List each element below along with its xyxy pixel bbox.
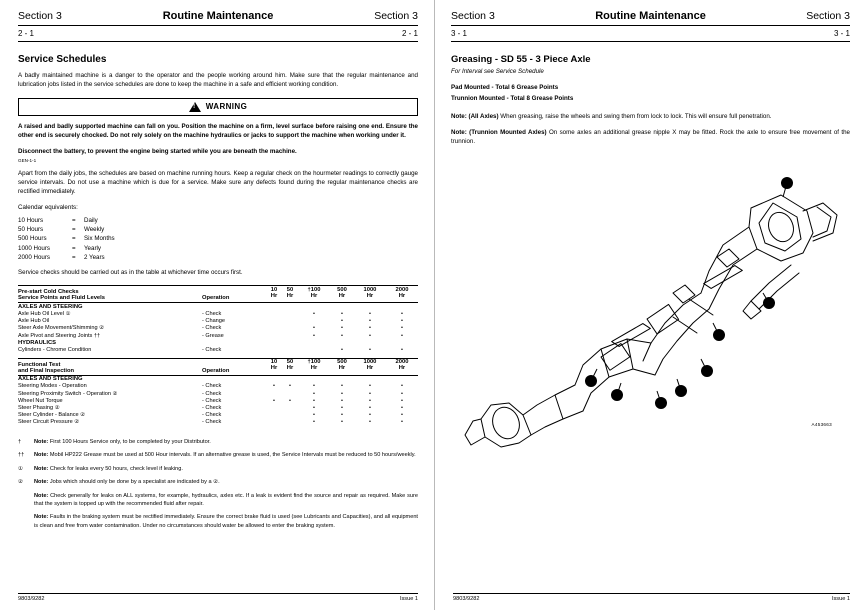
calendar-row	[18, 225, 418, 234]
mark-50	[282, 390, 298, 397]
mark-500: •	[341, 325, 343, 332]
interval-header-500: 500 Hr	[330, 358, 354, 375]
mark-10	[266, 346, 282, 353]
footnote	[18, 465, 418, 473]
row-label: Steer Axle Movement/Shimming ②	[18, 325, 105, 332]
right-page	[434, 0, 868, 610]
subheader-rule	[18, 41, 418, 42]
mark-1000: •	[368, 390, 371, 397]
mark-50	[282, 332, 298, 339]
row-operation: - Check	[202, 419, 222, 426]
right-page-header	[451, 10, 850, 22]
mark-1000: •	[368, 419, 371, 426]
right-page-subheader	[451, 29, 850, 38]
row-operation: - Check	[202, 311, 222, 318]
mark-500: •	[341, 404, 343, 411]
mark-100: •	[313, 419, 315, 426]
calendar-hours: 50 Hours	[18, 226, 44, 234]
mark-10	[266, 412, 282, 419]
table-row	[18, 332, 418, 339]
header-rule	[18, 25, 418, 26]
row-label: Axle Hub Oil	[18, 318, 50, 325]
footnote-marker: ②	[18, 479, 24, 486]
group-title: AXLES AND STEERING	[18, 303, 83, 310]
mark-50	[282, 318, 298, 325]
table-row	[18, 390, 418, 397]
table1-title-line1: Pre-start Cold Checks	[18, 289, 79, 296]
group-title: AXLES AND STEERING	[18, 376, 83, 383]
mark-50: •	[289, 383, 291, 390]
footnote-marker: ††	[18, 452, 25, 459]
row-operation: - Check	[202, 325, 222, 332]
calendar-eq: =	[72, 244, 76, 252]
table-row	[18, 419, 418, 426]
service-checks-note: Service checks should be carried out as in the table at whichever time occurs first.	[18, 269, 243, 277]
interval-header-500: 500 Hr	[330, 286, 354, 303]
footnote-text: Jobs which should only be done by a specialist are indicated by a ②.	[49, 479, 220, 486]
mark-100: •	[313, 332, 315, 339]
footnote-label: Note:	[34, 465, 49, 472]
figure-code: A453663	[811, 422, 832, 428]
footnote-label: Note:	[34, 479, 49, 486]
subheader-left-page-number: 2 - 1	[18, 29, 35, 38]
mark-2000: •	[401, 404, 403, 411]
table-header-row	[18, 286, 418, 303]
grease-points-trunnion: Trunnion Mounted - Total 8 Grease Points	[451, 95, 574, 103]
interval-header-50: 50 Hr	[282, 286, 298, 303]
row-label: Steer Phasing ②	[18, 404, 60, 411]
footnote-label: Note:	[34, 452, 49, 459]
interval-header-10: 10 Hr	[266, 358, 282, 375]
axle-figure	[451, 153, 850, 453]
table-header-row	[18, 358, 418, 375]
table-row	[18, 397, 418, 404]
mark-500: •	[341, 412, 343, 419]
note-all-axles-label: Note: (All Axles)	[451, 112, 499, 120]
table-row	[18, 404, 418, 411]
footer-issue: Issue 1	[831, 596, 850, 602]
mark-100: •	[313, 325, 315, 332]
row-operation: - Check	[202, 397, 222, 404]
footnote	[18, 513, 418, 530]
subheader-right-page-number: 2 - 1	[401, 29, 418, 38]
row-operation: - Change	[202, 318, 226, 325]
mark-50: •	[289, 397, 291, 404]
mark-2000: •	[401, 412, 403, 419]
mark-2000: •	[401, 318, 403, 325]
footnote	[18, 451, 418, 459]
page-subtitle: For Interval see Service Schedule	[451, 68, 544, 75]
row-label: Wheel Nut Torque	[18, 397, 63, 404]
mark-500: •	[341, 311, 343, 318]
intro-paragraph: A badly maintained machine is a danger to the operator and the people working around him. Make sure that the regular maintenance and lubrication jobs listed in the service schedules are done to keep the machine in a safe and efficient working condition.	[18, 72, 418, 88]
row-label: Steering Proximity Switch - Operation ②	[18, 390, 118, 397]
footnote-text: Check generally for leaks on ALL systems, for example, hydraulics, axles etc. If a leak is evident find the source and repair as required. Make sure that the system is topped up with the recommended fluid after repair.	[34, 492, 418, 507]
mark-500: •	[341, 397, 343, 404]
mark-50	[282, 419, 298, 426]
left-page-header	[18, 10, 418, 22]
mark-1000: •	[368, 318, 371, 325]
row-label: Steer Circuit Pressure ②	[18, 419, 80, 426]
warning-triangle-icon	[189, 102, 201, 112]
disconnect-battery-text: Disconnect the battery, to prevent the engine being started while you are beneath the machine.	[18, 147, 297, 155]
calendar-eq: =	[72, 216, 76, 224]
calendar-hours: 1000 Hours	[18, 244, 50, 252]
mark-2000: •	[401, 397, 403, 404]
footnote-text: First 100 Hours Service only, to be completed by your Distributor.	[49, 438, 211, 445]
row-label: Cylinders - Chrome Condition	[18, 347, 92, 354]
table-row	[18, 325, 418, 332]
interval-header-1000: 1000 Hr	[354, 358, 386, 375]
mark-50	[282, 404, 298, 411]
header-left-section: Section 3	[451, 10, 495, 22]
calendar-hours: 10 Hours	[18, 216, 44, 224]
note-trunnion-axles-text: On some axles an additional grease nipple X may be fitted. Rock the axle to ensure free movement of the trunnion.	[451, 128, 850, 146]
footnotes	[18, 438, 418, 530]
calendar-period: Six Months	[84, 235, 115, 243]
mark-1000: •	[368, 412, 371, 419]
table-group-row	[18, 303, 418, 311]
row-label: Axle Pivot and Steering Joints ††	[18, 332, 101, 339]
footer-document-number: 9803/9282	[18, 596, 45, 602]
table-row	[18, 318, 418, 325]
row-operation: - Check	[202, 412, 222, 419]
disconnect-code: GEN-1-1	[18, 157, 37, 163]
header-title: Routine Maintenance	[162, 10, 274, 22]
calendar-row	[18, 234, 418, 243]
functional-test-table	[18, 358, 418, 426]
footnote-label: Note:	[34, 514, 49, 521]
calendar-eq: =	[72, 254, 76, 262]
header-right-section: Section 3	[806, 10, 850, 22]
interval-header-2000: 2000 Hr	[386, 286, 418, 303]
row-operation: - Check	[202, 347, 222, 354]
calendar-equivalents	[18, 216, 418, 262]
footnote-marker: ①	[18, 465, 24, 472]
page-title: Service Schedules	[18, 54, 107, 65]
mark-500: •	[341, 419, 343, 426]
mark-2000: •	[401, 383, 403, 390]
subheader-rule	[451, 41, 850, 42]
mark-10	[266, 419, 282, 426]
note-trunnion-axles-label: Note: (Trunnion Mounted Axles)	[451, 128, 547, 136]
mark-100: •	[313, 404, 315, 411]
interval-header-10: 10 Hr	[266, 286, 282, 303]
mark-50	[282, 412, 298, 419]
group-title: HYDRAULICS	[18, 339, 57, 346]
mark-100	[298, 318, 330, 325]
footnote	[18, 492, 418, 509]
right-page-footer	[453, 593, 850, 602]
footnote	[18, 478, 418, 486]
header-rule	[451, 25, 850, 26]
mark-100: •	[313, 390, 315, 397]
mark-1000: •	[368, 311, 371, 318]
footer-issue: Issue 1	[399, 596, 418, 602]
warning-label: WARNING	[205, 102, 248, 112]
table-group-row	[18, 375, 418, 383]
mark-50	[282, 346, 298, 353]
mark-10	[266, 311, 282, 318]
mark-500: •	[341, 332, 343, 339]
calendar-period: Weekly	[84, 226, 105, 234]
interval-header-100: †100 Hr	[298, 358, 330, 375]
mark-10	[266, 390, 282, 397]
mark-10: •	[273, 397, 275, 404]
mark-2000: •	[401, 347, 403, 354]
mark-2000: •	[401, 332, 403, 339]
mark-1000: •	[368, 383, 371, 390]
table-group-row	[18, 339, 418, 346]
mark-100	[298, 346, 330, 353]
calendar-row	[18, 244, 418, 253]
pre-start-checks-table	[18, 285, 418, 353]
mark-100: •	[313, 311, 315, 318]
calendar-period: 2 Years	[84, 254, 105, 262]
mark-10: •	[273, 383, 275, 390]
calendar-hours: 2000 Hours	[18, 254, 50, 262]
table2-title-line2: and Final Inspection	[18, 367, 75, 374]
mark-2000: •	[401, 311, 403, 318]
footer-document-number: 9803/9282	[453, 596, 480, 602]
row-operation: - Grease	[202, 332, 224, 339]
note-all-axles-text: When greasing, raise the wheels and swing them from lock to lock. This will ensure full penetration.	[500, 112, 772, 120]
grease-points-pad: Pad Mounted - Total 6 Grease Points	[451, 84, 559, 91]
mark-10	[266, 318, 282, 325]
table2-title-line1: Functional Test	[18, 361, 61, 368]
left-page-footer	[18, 593, 418, 602]
note-trunnion-axles	[451, 128, 850, 147]
warning-box	[18, 98, 418, 116]
header-left-section: Section 3	[18, 10, 62, 22]
mark-50	[282, 325, 298, 332]
note-all-axles	[451, 112, 850, 121]
subheader-right-page-number: 3 - 1	[833, 29, 850, 38]
mark-100: •	[313, 397, 315, 404]
calendar-row	[18, 253, 418, 262]
calendar-period: Daily	[84, 216, 98, 224]
table1-title-line2: Service Points and Fluid Levels	[18, 295, 105, 302]
calendar-hours: 500 Hours	[18, 235, 47, 243]
mark-1000: •	[368, 325, 371, 332]
mark-500: •	[341, 347, 343, 354]
table-row	[18, 383, 418, 390]
table-row	[18, 412, 418, 419]
row-operation: - Check	[202, 383, 222, 390]
footnote-text: Faults in the braking system must be rectified immediately. Ensure the correct brake fluid is used (see Lubricants and Capacities), and all equipment is clean and free from water contamination. Under no circumstances should water be allowed to enter the braking system.	[34, 514, 418, 529]
interval-header-2000: 2000 Hr	[386, 358, 418, 375]
mark-1000: •	[368, 347, 371, 354]
mark-10	[266, 404, 282, 411]
left-page-subheader	[18, 29, 418, 38]
header-title: Routine Maintenance	[595, 10, 706, 22]
mark-2000: •	[401, 325, 403, 332]
row-operation: - Check	[202, 390, 222, 397]
footnote-text: Mobil HP222 Grease must be used at 500 Hour intervals. If an alternative grease is used, the Service Intervals must be reduced to 50 hours/weekly.	[49, 452, 416, 459]
footnote-text: Check for leaks every 50 hours, check level if leaking.	[49, 465, 183, 472]
table-row	[18, 311, 418, 318]
mark-100: •	[313, 383, 315, 390]
mark-2000: •	[401, 390, 403, 397]
mark-1000: •	[368, 404, 371, 411]
footnote-marker	[18, 513, 28, 530]
mark-100: •	[313, 412, 315, 419]
footnote	[18, 438, 418, 446]
mark-500: •	[341, 390, 343, 397]
table-row	[18, 346, 418, 353]
mark-2000: •	[401, 419, 403, 426]
footnote-label: Note:	[34, 492, 49, 499]
footnote-marker	[18, 492, 28, 509]
mark-500: •	[341, 383, 343, 390]
interval-header-1000: 1000 Hr	[354, 286, 386, 303]
mark-10	[266, 332, 282, 339]
calendar-title: Calendar equivalents:	[18, 203, 78, 211]
interval-header-50: 50 Hr	[282, 358, 298, 375]
subheader-left-page-number: 3 - 1	[451, 29, 468, 38]
daily-jobs-paragraph: Apart from the daily jobs, the schedules are based on machine running hours. Keep a regular check on the hourmeter readings to correctly gauge service intervals. Do not use a machine which is due for a service. Make sure any defects found during the regular maintenance checks are rectified immediately.	[18, 169, 418, 195]
mark-10	[266, 325, 282, 332]
warning-text: A raised and badly supported machine can fall on you. Position the machine on a firm, level surface before raising one end. Ensure the other end is securely chocked. Do not rely solely on the machine hydraulics or jacks to support the machine when working under it.	[18, 122, 418, 139]
header-right-section: Section 3	[374, 10, 418, 22]
mark-1000: •	[368, 397, 371, 404]
row-operation: - Check	[202, 404, 222, 411]
row-label: Steering Modes - Operation	[18, 383, 87, 390]
operation-header: Operation	[202, 286, 266, 303]
calendar-eq: =	[72, 235, 76, 243]
operation-header: Operation	[202, 358, 266, 375]
calendar-row	[18, 216, 418, 225]
footnote-label: Note:	[34, 438, 49, 445]
interval-header-100: †100 Hr	[298, 286, 330, 303]
row-label: Axle Hub Oil Level ①	[18, 311, 71, 318]
axle-diagram-svg	[451, 153, 849, 453]
page-title: Greasing - SD 55 - 3 Piece Axle	[451, 54, 591, 65]
row-label: Steer Cylinder - Balance ②	[18, 412, 86, 419]
footnote-marker: †	[18, 438, 22, 445]
mark-50	[282, 311, 298, 318]
calendar-period: Yearly	[84, 244, 101, 252]
calendar-eq: =	[72, 226, 76, 234]
mark-1000: •	[368, 332, 371, 339]
mark-500: •	[341, 318, 343, 325]
